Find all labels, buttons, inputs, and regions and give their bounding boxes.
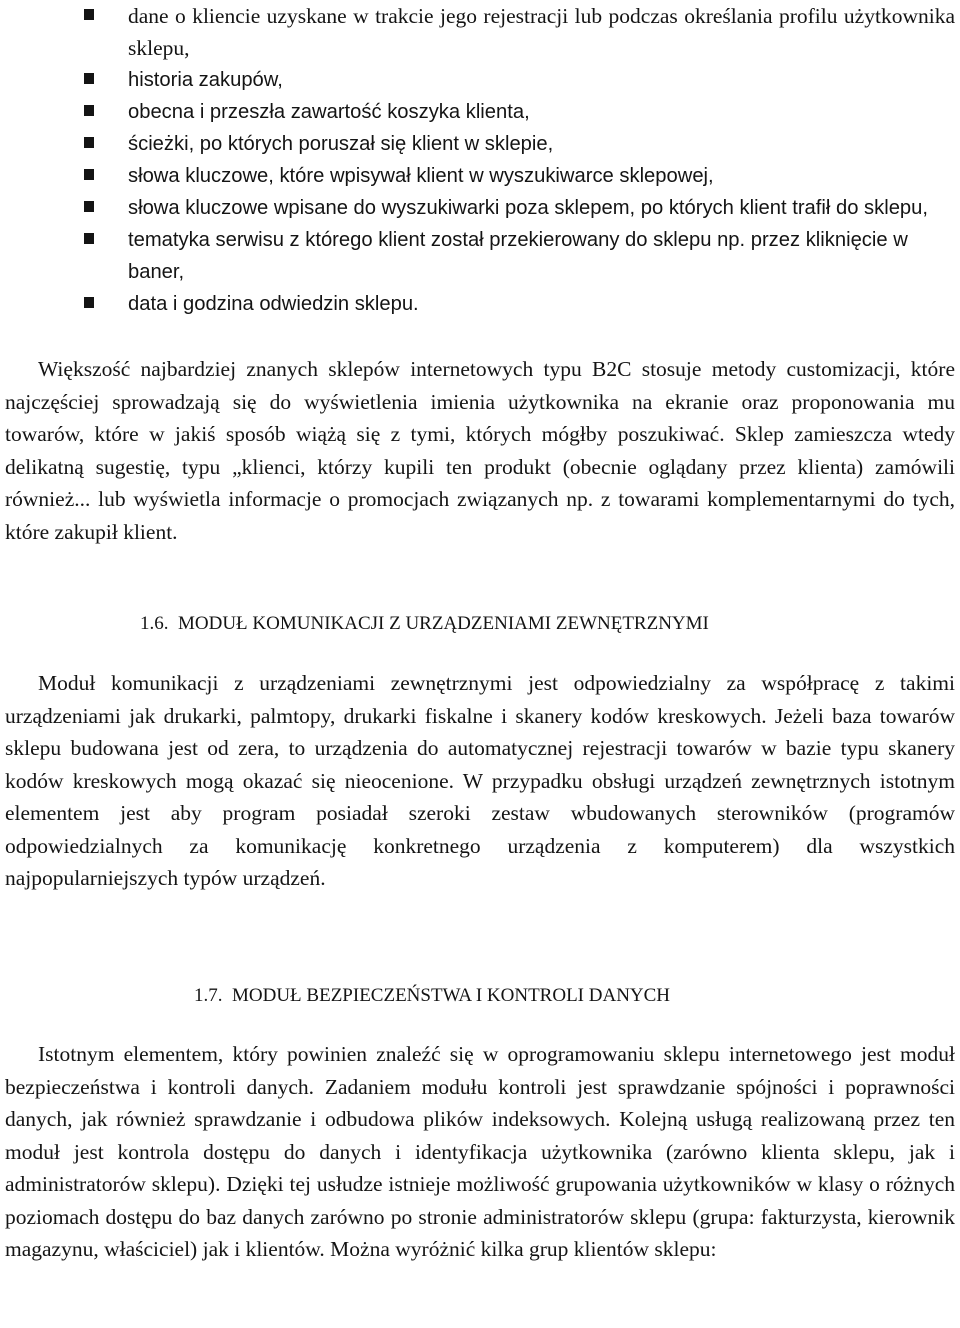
paragraph-text: Większość najbardziej znanych sklepów internetowych typu B2C stosuje metody customizacji, które najczęściej sprowadzają się do wyświetlenia imienia użytkownika na ekranie oraz proponowania mu towarów, które w jakiś sposób wiążą się z tymi, których mógłby poszukiwać. Sklep zamieszcza wtedy delikatną sugestię, typu „klienci, którzy kupili ten produkt (obecnie oglądany przez klienta) zamówili również... lub wyświetla informacje o promocjach związanych np. z towarami komplementarnymi do tych, które zakupił klient. [5,357,955,544]
list-item-text: słowa kluczowe, które wpisywał klient w wyszukiwarce sklepowej, [128,165,714,187]
square-bullet-icon [84,201,94,212]
bullet-list-container [5,0,955,320]
list-item-text: data i godzina odwiedzin sklepu. [128,293,419,315]
square-bullet-icon [84,297,94,308]
section-number: 1.6. [140,613,169,634]
list-item-text: dane o kliencie uzyskane w trakcie jego rejestracji lub podczas określania profilu użytkownika sklepu, [128,4,955,60]
paragraph-security-module [5,1038,955,1266]
square-bullet-icon [84,169,94,180]
paragraph-text: Istotnym elementem, który powinien znaleźć się w oprogramowaniu sklepu internetowego jest moduł bezpieczeństwa i kontroli danych. Zadaniem modułu kontroli jest sprawdzanie spójności i poprawności danych, jak również sprawdzanie i odbudowa plików indeksowych. Kolejną usługą realizowaną przez ten moduł jest kontrola dostępu do danych i identyfikacja użytkownika (zarówno klienta sklepu, jak i administratorów sklepu). Dzięki tej usłudze istnieje możliwość grupowania użytkowników w klasy o różnych poziomach dostępu do baz danych zarówno po stronie administratorów sklepu (grupa: fakturzysta, kierownik magazynu, właściciel) jak i klientów. Można wyróżnić kilka grup klientów sklepu: [5,1042,955,1261]
square-bullet-icon [84,9,94,20]
paragraph-device-module [5,667,955,895]
list-item [5,128,955,160]
list-item [5,160,955,192]
list-item [5,0,955,64]
list-item [5,224,955,288]
square-bullet-icon [84,137,94,148]
section-title: MODUŁ KOMUNIKACJI Z URZĄDZENIAMI ZEWNĘTRZNYMI [178,613,709,634]
section-heading-1-6 [140,612,709,636]
list-item-text: historia zakupów, [128,69,283,91]
section-heading-1-7 [194,984,670,1008]
list-item [5,96,955,128]
list-item-text: obecna i przeszła zawartość koszyka klienta, [128,101,530,123]
square-bullet-icon [84,233,94,244]
bullet-list [5,0,955,320]
square-bullet-icon [84,73,94,84]
section-number: 1.7. [194,985,223,1006]
list-item [5,64,955,96]
paragraph-customization [5,353,955,548]
paragraph-text: Moduł komunikacji z urządzeniami zewnętrznymi jest odpowiedzialny za współpracę z takimi urządzeniami jak drukarki, palmtopy, drukarki fiskalne i skanery kodów kreskowych. Jeżeli baza towarów sklepu budowana jest od zera, to urządzenia do automatycznej rejestracji towarów w bazie typu skanery kodów kreskowych mogą okazać się nieocenione. W przypadku obsługi urządzeń zewnętrznych istotnym elementem jest aby program posiadał szeroki zestaw wbudowanych sterowników (programów odpowiedzialnych za komunikację konkretnego urządzenia z komputerem) dla wszystkich najpopularniejszych typów urządzeń. [5,671,955,890]
list-item-text: słowa kluczowe wpisane do wyszukiwarki poza sklepem, po których klient trafił do sklepu, [128,197,928,219]
square-bullet-icon [84,105,94,116]
section-title: MODUŁ BEZPIECZEŃSTWA I KONTROLI DANYCH [232,985,671,1006]
list-item [5,192,955,224]
list-item-text: tematyka serwisu z którego klient został przekierowany do sklepu np. przez kliknięcie w baner, [128,229,908,283]
list-item [5,288,955,320]
list-item-text: ścieżki, po których poruszał się klient w sklepie, [128,133,554,155]
